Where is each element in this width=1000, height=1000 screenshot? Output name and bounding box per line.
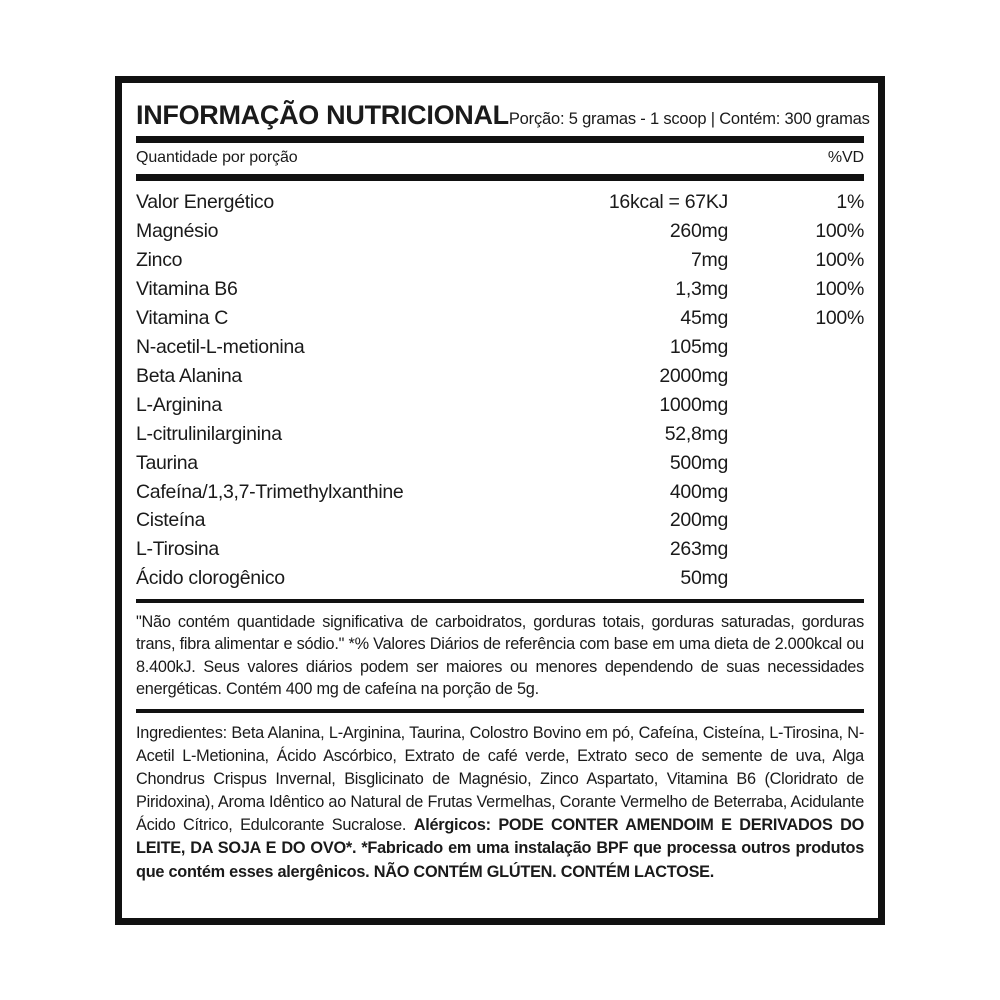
ingredients-list: Ingredientes: Beta Alanina, L-Arginina, Taurina, Colostro Bovino em pó, Cafeína, Cisteína, L-Tirosina, N-Acetil L-Metionina, Ácido Ascórbico, Extrato de café verde, Extrato seco de semente de uva, Alga Chondrus Crispus Invernal, Bisglicinato de Magnésio, Zinco Aspartato, Vitamina B6 (Cloridrato de Piridoxina), Aroma Idêntico ao Natural de Frutas Vermelhas, Corante Vermelho de Beterraba, Acidulante Ácido Cítrico, Edulcorante Sucralose.	[136, 723, 864, 835]
table-row	[136, 391, 864, 420]
nutrient-name: Cafeína/1,3,7-Trimethylxanthine	[136, 480, 404, 503]
nutrient-amount: 45mg	[680, 306, 728, 329]
page-title: INFORMAÇÃO NUTRICIONAL	[136, 100, 509, 130]
daily-value-header: %VD	[827, 149, 864, 166]
nutrient-amount: 1000mg	[659, 393, 728, 416]
divider-below-quantity-header	[136, 174, 864, 181]
table-row	[136, 506, 864, 535]
nutrient-name: L-Arginina	[136, 393, 222, 416]
table-row	[136, 188, 864, 217]
nutrient-daily-value: 100%	[815, 306, 864, 329]
nutrient-table	[136, 188, 864, 593]
nutrient-daily-value: 100%	[815, 248, 864, 271]
nutrient-name: Ácido clorogênico	[136, 567, 285, 590]
table-row	[136, 275, 864, 304]
nutrient-name: L-citrulinilarginina	[136, 422, 282, 445]
quantity-header-row	[136, 143, 864, 174]
nutrient-amount: 7mg	[690, 248, 728, 271]
nutrient-name: Beta Alanina	[136, 364, 242, 387]
nutrient-name: N-acetil-L-metionina	[136, 335, 305, 358]
table-row	[136, 362, 864, 391]
nutrient-name: Vitamina C	[136, 306, 229, 329]
nutrient-daily-value	[756, 506, 864, 535]
nutrient-daily-value	[756, 564, 864, 593]
table-row	[136, 478, 864, 507]
table-row	[136, 246, 864, 275]
nutrient-daily-value	[756, 478, 864, 507]
table-row	[136, 420, 864, 449]
nutrient-amount: 105mg	[669, 335, 728, 358]
nutrient-name: Magnésio	[136, 219, 219, 242]
nutrient-name: Zinco	[136, 248, 183, 271]
label-header	[136, 83, 870, 136]
serving-info: Porção: 5 gramas - 1 scoop | Contém: 300 gramas	[508, 110, 870, 128]
nutrient-name: Cisteína	[136, 509, 206, 532]
nutrient-amount: 50mg	[680, 567, 728, 590]
divider-top	[136, 136, 864, 143]
nutrient-name: L-Tirosina	[136, 538, 219, 561]
nutrient-name: Taurina	[136, 451, 198, 474]
nutrient-daily-value: 100%	[815, 277, 864, 300]
nutrition-facts-panel	[115, 76, 885, 925]
nutrient-daily-value	[756, 362, 864, 391]
nutrient-amount: 400mg	[669, 480, 728, 503]
nutrient-daily-value: 100%	[815, 219, 864, 242]
nutrient-daily-value	[756, 535, 864, 564]
nutrient-amount: 16kcal = 67KJ	[608, 191, 728, 213]
table-row	[136, 304, 864, 333]
nutrient-amount: 52,8mg	[664, 422, 728, 445]
nutrient-name: Valor Energético	[136, 191, 274, 213]
nutrient-amount: 263mg	[669, 538, 728, 561]
footnote-text: "Não contém quantidade significativa de carboidratos, gorduras totais, gorduras saturadas, gorduras trans, fibra alimentar e sódio." *% Valores Diários de referência com base em uma dieta de 2.000kcal ou 8.400kJ. Seus valores diários podem ser maiores ou menores dependendo de suas necessidades energéticas. Contém 400 mg de cafeína na porção de 5g.	[136, 613, 864, 698]
nutrient-name: Vitamina B6	[136, 277, 238, 300]
table-row	[136, 564, 864, 593]
quantity-per-serving-label: Quantidade por porção	[136, 149, 298, 166]
nutrient-amount: 1,3mg	[675, 277, 728, 300]
nutrient-daily-value	[756, 333, 864, 362]
table-row	[136, 217, 864, 246]
nutrient-daily-value	[756, 449, 864, 478]
allergen-warning: Alérgicos: PODE CONTER AMENDOIM E DERIVADOS DO LEITE, DA SOJA E DO OVO*. *Fabricado em uma instalação BPF que processa outros produtos que contém esses alergênicos. NÃO CONTÉM GLÚTEN. CONTÉM LACTOSE.	[136, 816, 865, 881]
nutrient-amount: 260mg	[669, 219, 728, 242]
nutrient-amount: 2000mg	[659, 364, 728, 387]
table-row	[136, 333, 864, 362]
ingredients-block	[136, 713, 864, 888]
nutrient-amount: 200mg	[669, 509, 728, 532]
nutrient-daily-value	[756, 420, 864, 449]
nutrient-daily-value: 1%	[836, 191, 864, 213]
nutrient-amount: 500mg	[669, 451, 728, 474]
nutrient-daily-value	[756, 391, 864, 420]
table-row	[136, 449, 864, 478]
table-row	[136, 535, 864, 564]
